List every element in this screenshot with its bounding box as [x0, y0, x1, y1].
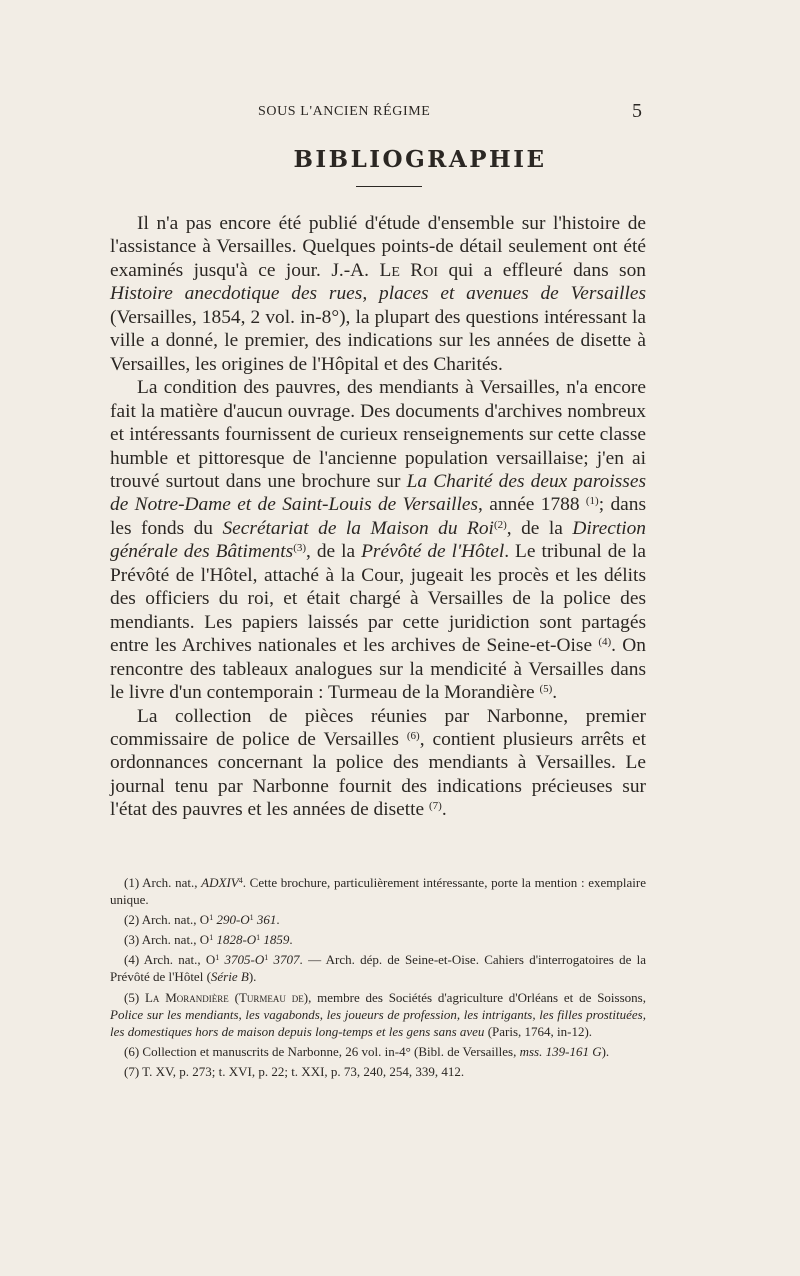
text-span: ).	[248, 969, 257, 985]
note-ref-5: (5)	[539, 683, 553, 696]
text-span: (5)	[124, 989, 145, 1005]
text-span: .	[289, 932, 293, 948]
text-span: (7) T. XV, p. 273; t. XVI, p. 22; t. XXI, p. 73, 240, 254, 339, 412.	[124, 1063, 465, 1079]
superscript: 1	[264, 953, 269, 963]
text-span: ; dans les fonds du	[110, 494, 646, 539]
text-span: , de la	[506, 517, 573, 539]
archive-ref: ADXIV	[201, 875, 239, 890]
footnote-5	[110, 989, 646, 1040]
text-span: La condition des pauvres, des mendiants à Versailles, n'a encore fait la matière d'aucun ouvrage. Des documents d'archives nombreux et intéressants fournissent de curieux renseignements sur cette classe humble et pittoresque de l'ancienne population versaillaise; j'en ai trouvé surtout dans une brochure sur	[110, 377, 646, 492]
archive-fonds: Prévôté de l'Hôtel	[361, 541, 505, 563]
text-span: qui a effleuré dans son	[438, 259, 646, 281]
footnote-4	[110, 951, 646, 985]
running-title: SOUS L'ANCIEN RÉGIME	[258, 104, 431, 119]
body-text	[110, 212, 646, 822]
note-ref-6: (6)	[406, 729, 420, 742]
footnotes	[110, 874, 646, 1083]
paragraph-1	[110, 212, 646, 376]
text-span: La collection de pièces réunies par Narbonne, premier commissaire de police de Versailles	[110, 705, 646, 750]
page-number: 5	[632, 100, 643, 122]
author-name: Turmeau de	[238, 989, 304, 1005]
text-span: .	[552, 682, 558, 704]
manuscript-ref: mss. 139-161 G	[519, 1043, 602, 1059]
text-span: (6) Collection et manuscrits de Narbonne, 26 vol. in-4° (Bibl. de Versailles,	[124, 1043, 520, 1059]
archive-fonds: Direction générale des Bâtiments	[110, 517, 646, 563]
note-ref-7: (7)	[429, 800, 442, 813]
text-span: . Cette brochure, particulièrement intéressante, porte la mention : exemplaire unique.	[110, 875, 647, 908]
note-ref-1: (1)	[585, 495, 599, 508]
superscript: 1	[215, 953, 220, 963]
text-span: . On rencontre des tableaux analogues sur la mendicité à Versailles dans le livre d'un contemporain : Turmeau de la Morandière	[110, 635, 646, 704]
footnote-2	[110, 911, 646, 928]
book-title: Police sur les mendiants, les vagabonds, les joueurs de profession, les intrigants, les filles prostituées, les domestiques hors de maison depuis long-temps et les gens sans aveu	[110, 1006, 646, 1039]
title-rule	[356, 186, 422, 187]
footnote-7	[110, 1063, 646, 1080]
footnote-3	[110, 931, 646, 948]
text-span: . Le tribunal de la Prévôté de l'Hôtel, attaché à la Cour, jugeait les procès et les délits des officiers du roi, et était chargé à Versailles de la police des mendiants. Les papiers laissés par cette juridiction sont partagés entre les Archives nationales et les archives de Seine-et-Oise	[110, 541, 647, 657]
paragraph-3	[110, 705, 646, 822]
author-name: La Morandière	[144, 989, 229, 1005]
text-span: (1) Arch. nat.,	[124, 875, 202, 890]
superscript: 1	[209, 913, 214, 923]
text-span: ), membre des Sociétés d'agriculture d'Orléans et de Soissons,	[303, 989, 646, 1005]
superscript: 1	[256, 933, 261, 943]
text-span: , année 1788	[478, 494, 586, 516]
note-ref-2: (2)	[493, 518, 507, 531]
archive-ref: 290-O	[213, 912, 250, 928]
section-title: BIBLIOGRAPHIE	[293, 146, 547, 173]
archive-fonds: Secrétariat de la Maison du Roi	[222, 517, 494, 539]
archive-ref: 1828-O	[213, 932, 257, 948]
text-span: (3) Arch. nat., O	[124, 932, 210, 948]
footnote-1	[110, 874, 646, 908]
book-title: Histoire anecdotique des rues, places et avenues de Versailles	[110, 283, 646, 305]
archive-ref: 3705-O	[219, 952, 265, 968]
archive-ref: 3707	[268, 952, 300, 968]
footnote-6	[110, 1043, 646, 1060]
text-span: .	[441, 799, 447, 821]
series-ref: Série B	[210, 969, 249, 985]
superscript: 1	[249, 913, 254, 923]
paragraph-2	[110, 376, 646, 704]
text-span: .	[276, 912, 280, 928]
text-span: Il n'a pas encore été publié d'étude d'ensemble sur l'histoire de l'assistance à Versailles. Quelques points-de détail seulement ont été examinés jusqu'à ce jour. J.-A.	[110, 213, 646, 281]
note-ref-3: (3)	[293, 542, 307, 555]
book-title: La Charité des deux paroisses de Notre-Dame et de Saint-Louis de Versailles	[110, 470, 646, 516]
superscript: 1	[209, 933, 214, 943]
author-name: Le Roi	[379, 259, 439, 281]
text-span: . — Arch. dép. de Seine-et-Oise. Cahiers d'interrogatoires de la Prévôté de l'Hôtel (	[110, 952, 647, 985]
text-span: , contient plusieurs arrêts et ordonnances concernant la police des mendiants à Versailles. Le journal tenu par Narbonne fournit des indications précieuses sur l'état des pauvres et les années de disette	[110, 728, 646, 821]
superscript: 4	[238, 876, 243, 885]
archive-ref: 1859	[260, 932, 290, 948]
text-span: (4) Arch. nat., O	[124, 952, 216, 968]
text-span: (Paris, 1764, in-12).	[484, 1023, 593, 1039]
note-ref-4: (4)	[598, 636, 612, 649]
text-span: (	[228, 989, 239, 1005]
text-span: (Versailles, 1854, 2 vol. in-8°), la plupart des questions intéressant la ville a donné, le premier, des indications sur les années de disette à Versailles, les origines de l'Hôpital et des Charités.	[110, 306, 646, 375]
text-span: , de la	[306, 541, 362, 563]
text-span: ).	[601, 1043, 610, 1059]
text-span: (2) Arch. nat., O	[124, 912, 210, 928]
archive-ref: 361	[253, 912, 277, 928]
